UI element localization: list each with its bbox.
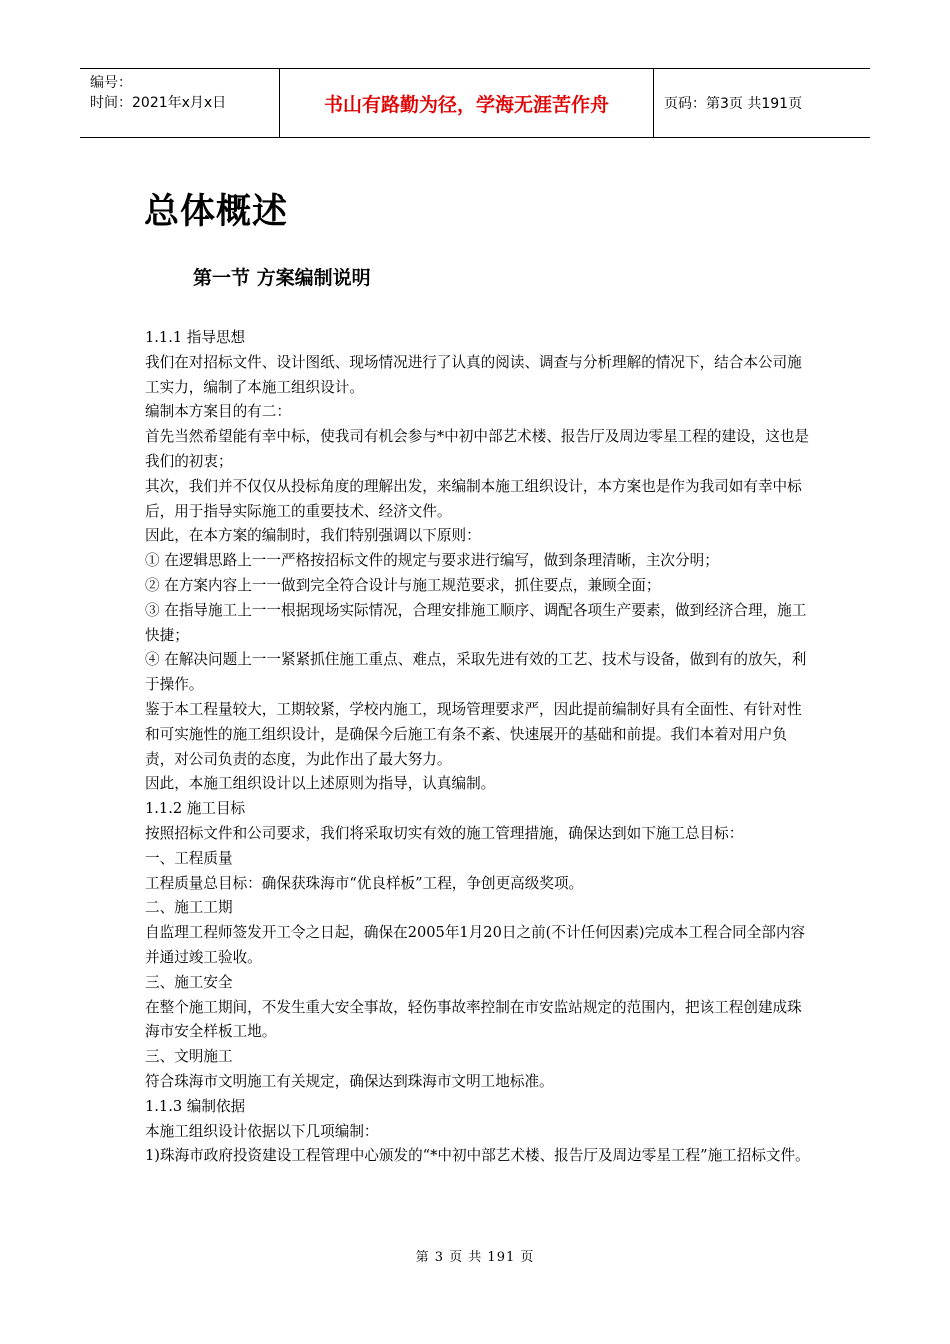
paragraph: 工程质量总目标：确保获珠海市“优良样板”工程，争创更高级奖项。 — [145, 874, 584, 892]
paragraph: 三、施工安全 — [145, 973, 233, 991]
paragraph: ② 在方案内容上一一做到完全符合设计与施工规范要求，抓住要点，兼顾全面； — [145, 576, 661, 594]
paragraph: 1.1.2 施工目标 — [145, 800, 246, 818]
page-header — [80, 68, 870, 138]
paragraph: 自监理工程师签发开工令之日起，确保在2005年1月20日之前(不计任何因素)完成本工程合同全部内容并通过竣工验收。 — [145, 924, 806, 966]
paragraph: 三、文明施工 — [145, 1048, 233, 1066]
paragraph: 首先当然希望能有幸中标，使我司有机会参与*中初中部艺术楼、报告厅及周边零星工程的建设，这也是我们的初衷； — [145, 428, 810, 470]
paragraph: ① 在逻辑思路上一一严格按招标文件的规定与要求进行编写，做到条理清晰，主次分明； — [145, 552, 719, 570]
paragraph: 一、工程质量 — [145, 849, 233, 867]
page-footer: 第 3 页 共 191 页 — [415, 1250, 535, 1265]
paragraph: 1.1.3 编制依据 — [145, 1097, 246, 1115]
paragraph: 其次，我们并不仅仅从投标角度的理解出发，来编制本施工组织设计，本方案也是作为我司如有幸中标后，用于指导实际施工的重要技术、经济文件。 — [145, 477, 802, 520]
paragraph: 按照招标文件和公司要求，我们将采取切实有效的施工管理措施，确保达到如下施工总目标： — [145, 824, 744, 842]
paragraph: 我们在对招标文件、设计图纸、现场情况进行了认真的阅读、调查与分析理解的情况下，结合本公司施工实力，编制了本施工组织设计。 — [145, 353, 802, 396]
chapter-title: 总体概述 — [144, 192, 289, 232]
paragraph: 因此，在本方案的编制时，我们特别强调以下原则： — [145, 527, 481, 545]
paragraph: 鉴于本工程量较大，工期较紧，学校内施工，现场管理要求严，因此提前编制好具有全面性、有针对性和可实施性的施工组织设计，是确保今后施工有条不紊、快速展开的基础和前提。我们本着对用户负责，对公司负责的态度，为此作出了最大努力。 — [145, 700, 802, 768]
body-text — [145, 326, 815, 1169]
paragraph: 1)珠海市政府投资建设工程管理中心颁发的“*中初中部艺术楼、报告厅及周边零星工程”施工招标文件。 — [145, 1147, 810, 1165]
paragraph: 在整个施工期间，不发生重大安全事故，轻伤事故率控制在市安监站规定的范围内，把该工程创建成珠海市安全样板工地。 — [145, 998, 802, 1041]
paragraph: 编制本方案目的有二： — [145, 403, 291, 421]
document-time-label: 时间：2021年x月x日 — [90, 95, 227, 111]
header-motto: 书山有路勤为径，学海无涯苦作舟 — [280, 69, 654, 137]
document-number-label: 编号： — [90, 75, 132, 91]
paragraph: 二、施工工期 — [145, 899, 233, 917]
paragraph: 本施工组织设计依据以下几项编制： — [145, 1122, 379, 1140]
header-meta — [80, 69, 280, 137]
paragraph: 1.1.1 指导思想 — [145, 329, 246, 346]
header-page-info: 页码：第3页 共191页 — [664, 96, 803, 112]
paragraph: 因此，本施工组织设计以上述原则为指导，认真编制。 — [145, 775, 496, 793]
paragraph: ③ 在指导施工上一一根据现场实际情况，合理安排施工顺序、调配各项生产要素，做到经济合理，施工快捷； — [145, 601, 807, 644]
paragraph: ④ 在解决问题上一一紧紧抓住施工重点、难点，采取先进有效的工艺、技术与设备，做到有的放矢，利于操作。 — [145, 651, 807, 694]
section-title: 第一节 方案编制说明 — [193, 267, 371, 289]
paragraph: 符合珠海市文明施工有关规定，确保达到珠海市文明工地标准。 — [145, 1072, 554, 1090]
